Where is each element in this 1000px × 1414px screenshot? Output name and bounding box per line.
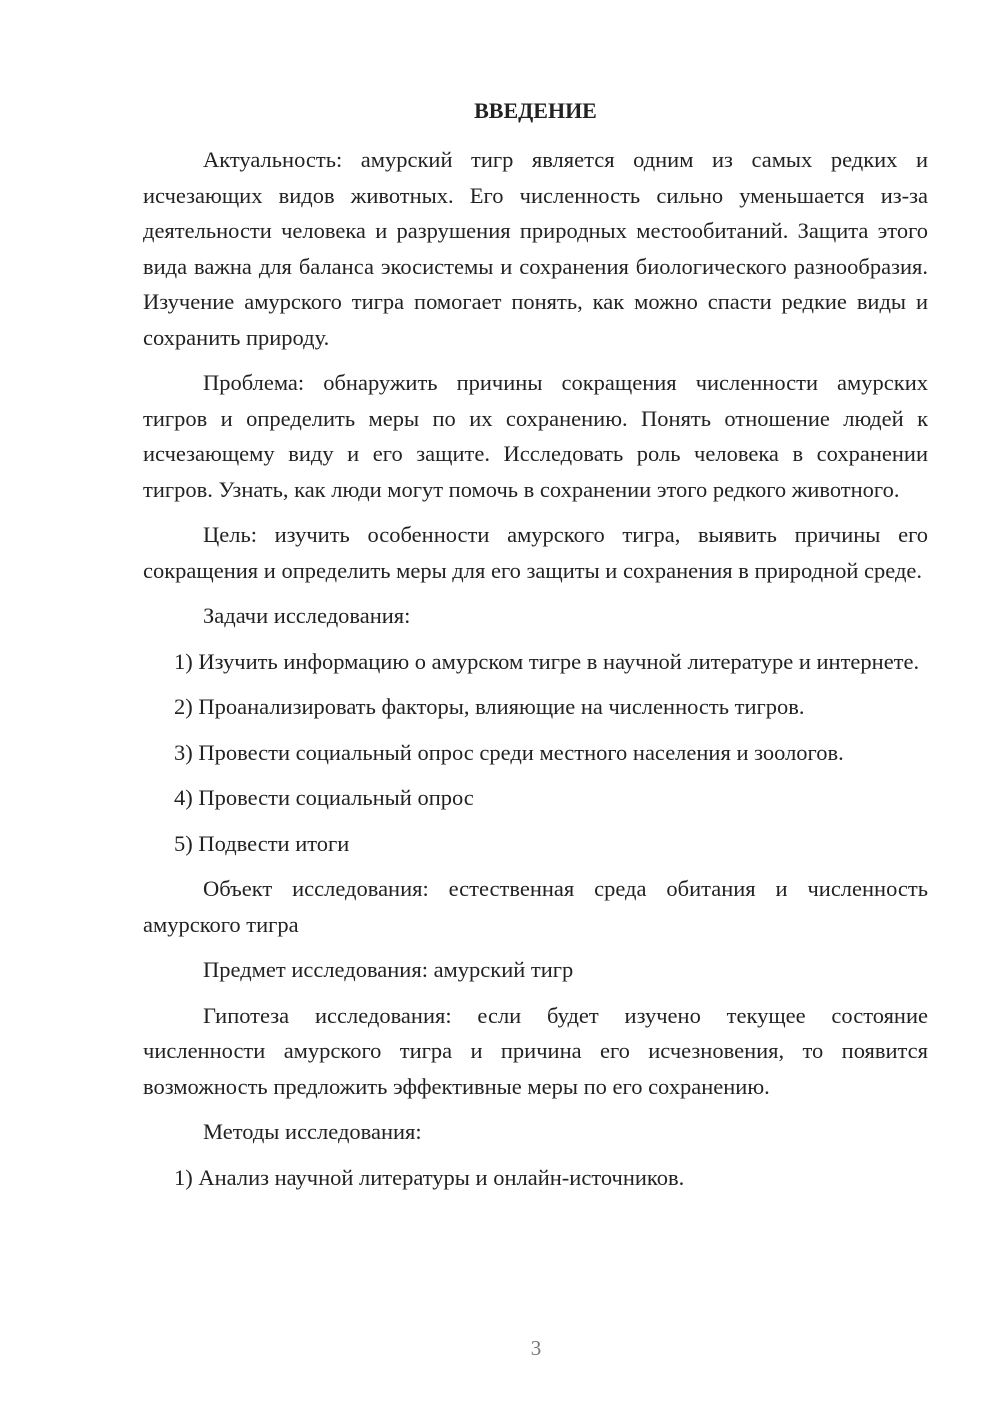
list-item-task-4: 4) Провести социальный опрос — [174, 785, 474, 810]
list-item-task-2: 2) Проанализировать факторы, влияющие на численность тигров. — [174, 694, 805, 719]
list-item-method-1: 1) Анализ научной литературы и онлайн-источников. — [174, 1164, 685, 1190]
list-item-task-3: 3) Провести социальный опрос среди местного населения и зоологов. — [174, 739, 844, 765]
paragraph-research-object: Объект исследования: естественная среда обитания и численность амурского тигра — [143, 876, 928, 937]
page-title: ВВЕДЕНИЕ — [474, 98, 597, 123]
page-number: 3 — [530, 1336, 542, 1360]
list-item-task-1: 1) Изучить информацию о амурском тигре в научной литературе и интернете. — [174, 648, 920, 674]
paragraph-problem: Проблема: обнаружить причины сокращения численности амурских тигров и определить меры по их сохранению. Понять отношение людей к исчезающему виду и его защите. Исследовать роль человека в сохранении тигров. Узнать, как люди могут помочь в сохранении этого редкого животного. — [143, 370, 928, 502]
paragraph-hypothesis: Гипотеза исследования: если будет изучено текущее состояние численности амурского тигра и причина его исчезновения, то появится возможность предложить эффективные меры по его сохранению. — [143, 1002, 928, 1099]
paragraph-methods-heading: Методы исследования: — [203, 1119, 422, 1144]
list-item-task-5: 5) Подвести итоги — [174, 830, 350, 856]
document-body — [143, 142, 928, 1205]
paragraph-research-subject: Предмет исследования: амурский тигр — [203, 957, 574, 982]
paragraph-relevance: Актуальность: амурский тигр является одним из самых редких и исчезающих видов животных. Его численность сильно уменьшается из-за деятельности человека и разрушения природных местообитаний. Защита этого вида важна для баланса экосистемы и сохранения биологического разнообразия. Изучение амурского тигра помогает понять, как можно спасти редкие виды и сохранить природу. — [143, 147, 928, 350]
paragraph-goal: Цель: изучить особенности амурского тигра, выявить причины его сокращения и определить меры для его защиты и сохранения в природной среде. — [143, 522, 928, 583]
paragraph-tasks-heading: Задачи исследования: — [203, 603, 411, 628]
